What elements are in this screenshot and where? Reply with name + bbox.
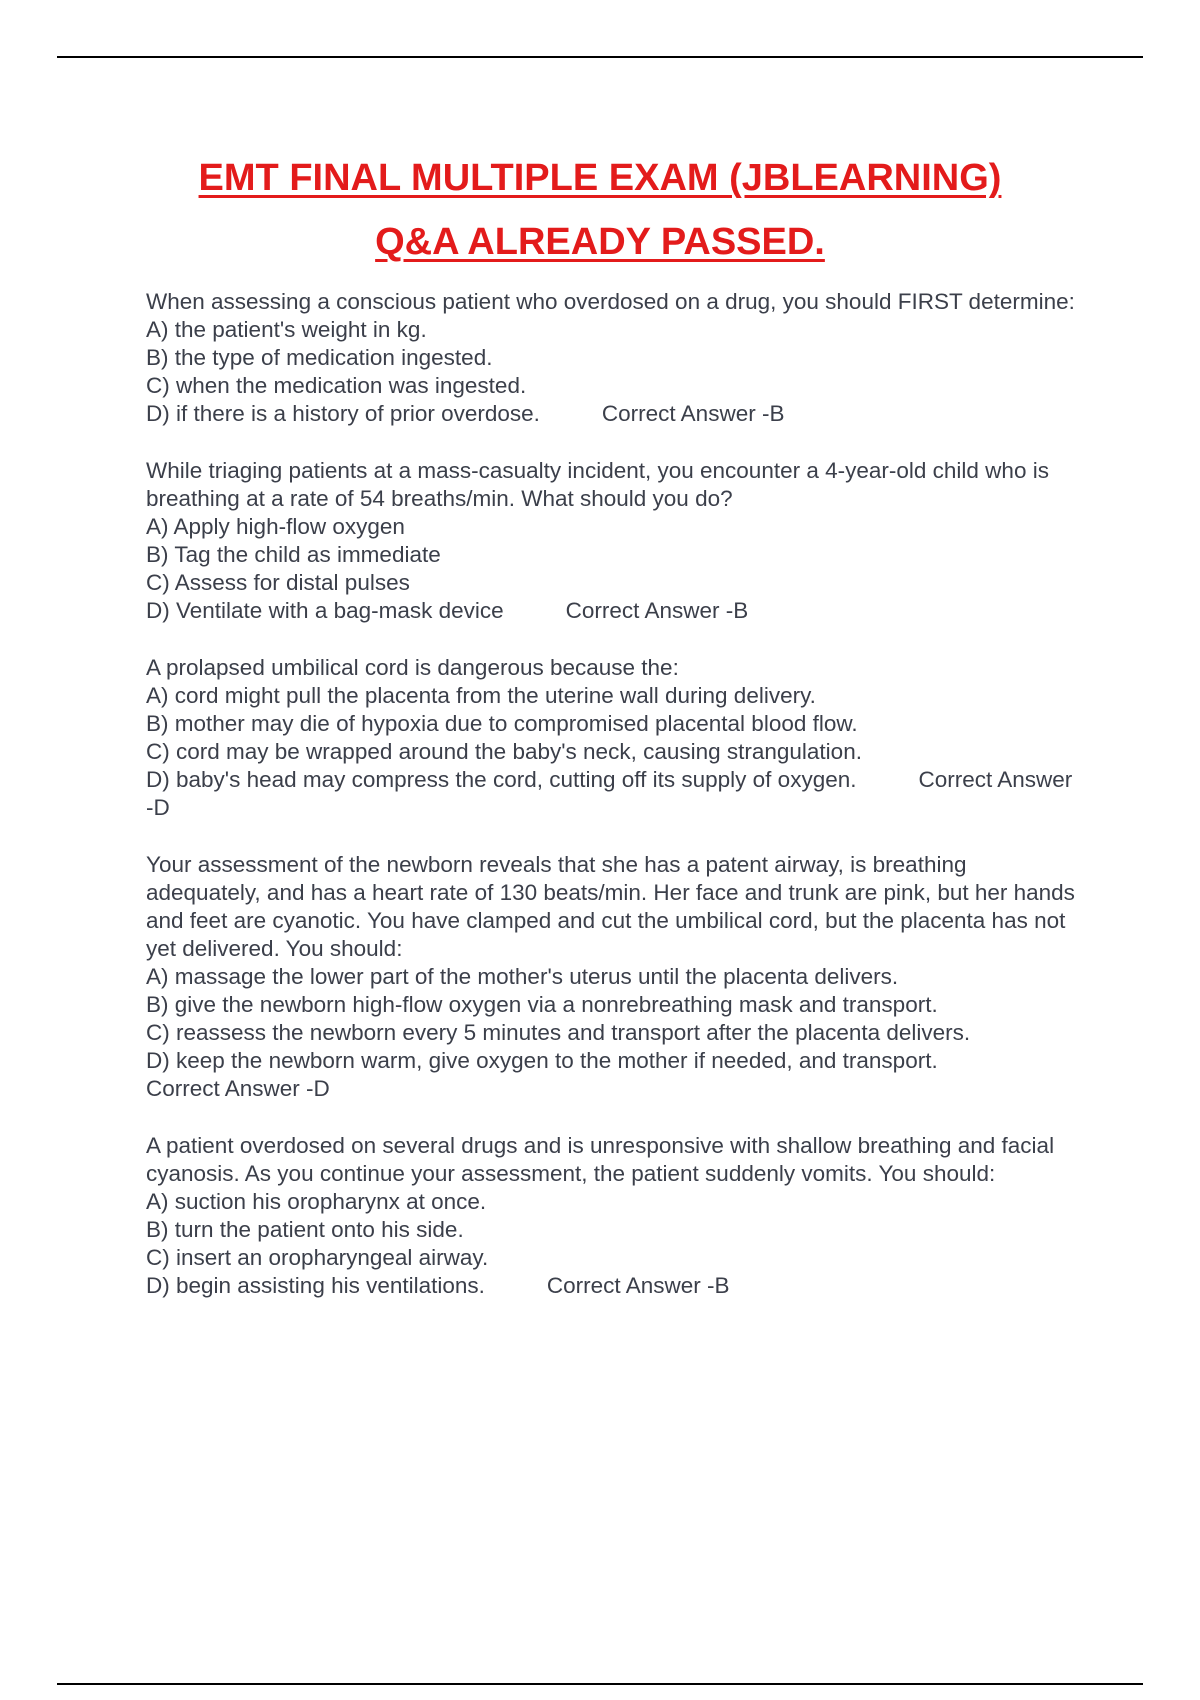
option-a: A) Apply high-flow oxygen <box>146 514 405 539</box>
question-stem: Your assessment of the newborn reveals that she has a patent airway, is breathing adequately, and has a heart rate of 130 beats/min. Her face and trunk are pink, but her hands and feet are cyanotic. You have clamped and cut the umbilical cord, but the placenta has not yet delivered. You should: <box>146 852 1075 961</box>
question-stem: A patient overdosed on several drugs and is unresponsive with shallow breathing and facial cyanosis. As you continue your assessment, the patient suddenly vomits. You should: <box>146 1133 1055 1186</box>
document-title <box>0 146 1200 274</box>
option-d: D) baby's head may compress the cord, cutting off its supply of oxygen. <box>146 767 857 792</box>
top-rule <box>57 56 1143 58</box>
question-4 <box>146 851 1086 1103</box>
option-d-row <box>146 1272 1086 1300</box>
option-b: B) turn the patient onto his side. <box>146 1217 464 1242</box>
correct-answer: Correct Answer -D <box>146 767 1073 820</box>
correct-answer: Correct Answer -B <box>601 401 785 426</box>
title-line-1: EMT FINAL MULTIPLE EXAM (JBLEARNING) <box>198 157 1002 199</box>
question-list <box>146 288 1086 1329</box>
option-a: A) cord might pull the placenta from the uterine wall during delivery. <box>146 683 816 708</box>
option-b: B) mother may die of hypoxia due to compromised placental blood flow. <box>146 711 858 736</box>
option-c: C) when the medication was ingested. <box>146 373 527 398</box>
option-b: B) give the newborn high-flow oxygen via a nonrebreathing mask and transport. <box>146 992 938 1017</box>
option-c: C) Assess for distal pulses <box>146 570 410 595</box>
option-d: D) if there is a history of prior overdose. <box>146 401 540 426</box>
option-a: A) the patient's weight in kg. <box>146 317 427 342</box>
question-stem: When assessing a conscious patient who overdosed on a drug, you should FIRST determine: <box>146 289 1075 314</box>
option-d-row <box>146 766 1086 822</box>
option-d: D) begin assisting his ventilations. <box>146 1273 485 1298</box>
question-2 <box>146 457 1086 625</box>
question-stem: A prolapsed umbilical cord is dangerous because the: <box>146 655 679 680</box>
correct-answer: Correct Answer -B <box>565 598 749 623</box>
correct-answer: Correct Answer -B <box>546 1273 730 1298</box>
option-b: B) the type of medication ingested. <box>146 345 493 370</box>
question-1 <box>146 288 1086 428</box>
option-d-row <box>146 400 1086 428</box>
option-c: C) cord may be wrapped around the baby's neck, causing strangulation. <box>146 739 862 764</box>
question-5 <box>146 1132 1086 1300</box>
option-a: A) suction his oropharynx at once. <box>146 1189 487 1214</box>
option-d: D) Ventilate with a bag-mask device <box>146 598 504 623</box>
question-stem: While triaging patients at a mass-casualty incident, you encounter a 4-year-old child who is breathing at a rate of 54 breaths/min. What should you do? <box>146 458 1049 511</box>
option-d-row <box>146 597 1086 625</box>
option-a: A) massage the lower part of the mother's uterus until the placenta delivers. <box>146 964 899 989</box>
title-line-2: Q&A ALREADY PASSED. <box>375 221 825 263</box>
option-d: D) keep the newborn warm, give oxygen to the mother if needed, and transport. <box>146 1048 938 1073</box>
question-3 <box>146 654 1086 822</box>
option-b: B) Tag the child as immediate <box>146 542 441 567</box>
correct-answer: Correct Answer -D <box>146 1076 330 1101</box>
bottom-rule <box>57 1683 1143 1685</box>
option-c: C) insert an oropharyngeal airway. <box>146 1245 489 1270</box>
option-c: C) reassess the newborn every 5 minutes and transport after the placenta delivers. <box>146 1020 971 1045</box>
